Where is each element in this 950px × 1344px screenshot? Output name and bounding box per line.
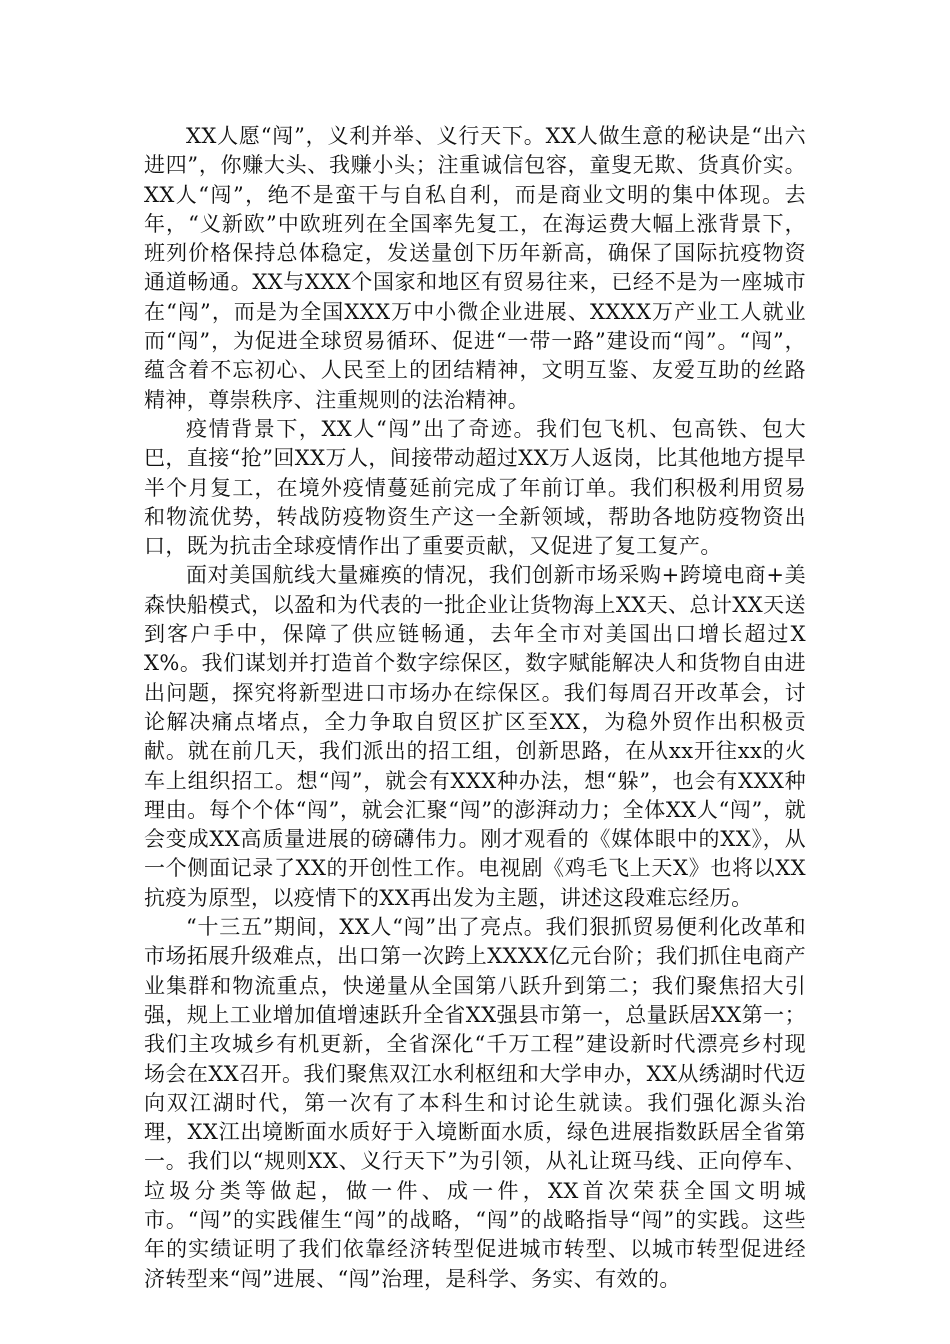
paragraph-4: “十三五”期间，XX人“闯”出了亮点。我们狠抓贸易便利化改革和市场拓展升级难点，出口第一次跨上XXXX亿元台阶；我们抓住电商产业集群和物流重点，快递量从全国第八跃升到第二；我们聚焦招大引强，规上工业增加值增速跃升全省XX强县市第一，总量跃居XX第一；我们主攻城乡有机更新，全省深化“千万工程”建设新时代漂亮乡村现场会在XX召开。我们聚焦双江水利枢纽和大学申办，XX从绣湖时代迈向双江湖时代，第一次有了本科生和讨论生就读。我们强化源头治理，XX江出境断面水质好于入境断面水质，绿色进展指数跃居全省第一。我们以“规则XX、义行天下”为引领，从礼让斑马线、正向停车、垃圾分类等做起，做一件、成一件，XX首次荣获全国文明城市。“闯”的实践催生“闯”的战略，“闯”的战略指导“闯”的实践。这些年的实绩证明了我们依靠经济转型促进城市转型、以城市转型促进经济转型来“闯”进展、“闯”治理，是科学、务实、有效的。 [144, 915, 806, 1291]
paragraph-3: 面对美国航线大量瘫痪的情况，我们创新市场采购+跨境电商+美森快船模式，以盈和为代表的一批企业让货物海上XX天、总计XX天送到客户手中，保障了供应链畅通，去年全市对美国出口增长超过XX%。我们谋划并打造首个数字综保区，数字赋能解决人和货物自由进出问题，探究将新型进口市场办在综保区。我们每周召开改革会，讨论解决痛点堵点，全力争取自贸区扩区至XX，为稳外贸作出积极贡献。就在前几天，我们派出的招工组，创新思路，在从xx开往xx的火车上组织招工。想“闯”，就会有XXX种办法，想“躲”，也会有XXX种理由。每个个体“闯”，就会汇聚“闯”的澎湃动力；全体XX人“闯”，就会变成XX高质量进展的磅礴伟力。刚才观看的《媒体眼中的XX》，从一个侧面记录了XX的开创性工作。电视剧《鸡毛飞上天X》也将以XX抗疫为原型，以疫情下的XX再出发为主题，讲述这段难忘经历。 [144, 563, 806, 910]
paragraph-1: XX人愿“闯”，义利并举、义行天下。XX人做生意的秘诀是“出六进四”，你赚大头、我赚小头；注重诚信包容，童叟无欺、货真价实。XX人“闯”，绝不是蛮干与自私自利，而是商业文明的集中体现。去年，“义新欧”中欧班列在全国率先复工，在海运费大幅上涨背景下，班列价格保持总体稳定，发送量创下历年新高，确保了国际抗疫物资通道畅通。XX与XXX个国家和地区有贸易往来，已经不是为一座城市在“闯”，而是为全国XXX万中小微企业进展、XXXX万产业工人就业而“闯”，为促进全球贸易循环、促进“一带一路”建设而“闯”。“闯”，蕴含着不忘初心、人民至上的团结精神，文明互鉴、友爱互助的丝路精神，尊崇秩序、注重规则的法治精神。 [144, 124, 806, 412]
document-body [144, 122, 806, 1294]
paragraph-2: 疫情背景下，XX人“闯”出了奇迹。我们包飞机、包高铁、包大巴，直接“抢”回XX万人，间接带动超过XX万人返岗，比其他地方提早半个月复工，在境外疫情蔓延前完成了年前订单。我们积极利用贸易和物流优势，转战防疫物资生产这一全新领域，帮助各地防疫物资出口，既为抗击全球疫情作出了重要贡献，又促进了复工复产。 [144, 416, 806, 559]
